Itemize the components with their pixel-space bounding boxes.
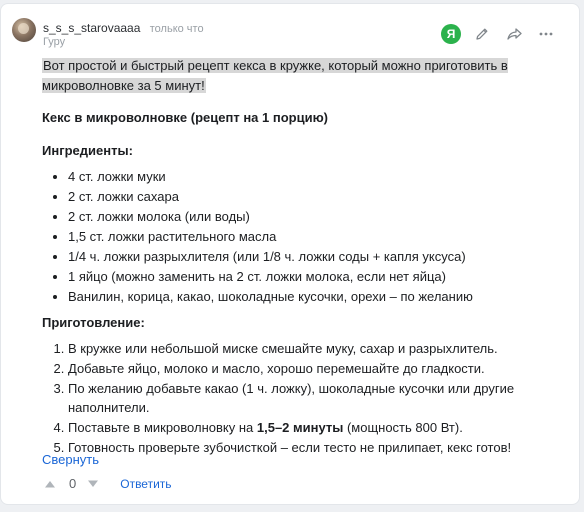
list-item: • 1 яйцо (можно заменить на 2 ст. ложки молока, если нет яйца) <box>68 267 552 287</box>
vote-count: 0 <box>69 476 77 491</box>
list-item: • 2 ст. ложки молока (или воды) <box>68 207 552 227</box>
answer-content <box>42 56 552 458</box>
list-item: • Ванилин, корица, какао, шоколадные кусочки, орехи – по желанию <box>68 287 552 307</box>
share-button[interactable] <box>503 23 525 45</box>
yandex-badge-label: Я <box>446 27 456 41</box>
collapse-link[interactable]: Свернуть <box>42 452 100 467</box>
list-item: • 1,5 ст. ложки растительного масла <box>68 227 552 247</box>
author-line <box>43 21 204 36</box>
upvote-button[interactable] <box>43 477 57 491</box>
list-item: 5. Готовность проверьте зубочисткой – если тесто не прилипает, кекс готов! <box>68 438 552 457</box>
arrow-up-icon <box>44 479 56 489</box>
arrow-down-icon <box>87 479 99 489</box>
more-icon <box>538 26 554 42</box>
post-time: только что <box>149 23 204 35</box>
list-item: 2. Добавьте яйцо, молоко и масло, хорошо перемешайте до гладкости. <box>68 359 552 378</box>
step4-duration: 1,5–2 минуты <box>256 420 344 435</box>
step4-text-start: Поставьте в микроволновку на <box>68 420 257 435</box>
steps-list <box>42 339 552 457</box>
avatar[interactable] <box>12 18 36 42</box>
edit-button[interactable] <box>471 23 493 45</box>
list-item: • 2 ст. ложки сахара <box>68 187 552 207</box>
author-role: Гуру <box>43 36 66 48</box>
preparation-heading: Приготовление: <box>42 315 145 330</box>
pencil-icon <box>474 26 490 42</box>
downvote-button[interactable] <box>86 477 100 491</box>
ingredients-heading: Ингредиенты: <box>42 143 133 158</box>
ingredients-list <box>42 167 552 307</box>
answer-card <box>0 3 580 505</box>
reply-link[interactable]: Ответить <box>120 476 172 491</box>
yandex-badge[interactable] <box>441 24 461 44</box>
list-item: • 4 ст. ложки муки <box>68 167 552 187</box>
recipe-title: Кекс в микроволновке (рецепт на 1 порцию) <box>42 110 329 125</box>
share-icon <box>506 26 523 42</box>
vote-bar <box>43 476 172 491</box>
list-item: • 1/4 ч. ложки разрыхлителя (или 1/8 ч. ложки соды + капля уксуса) <box>68 247 552 267</box>
list-item: 1. В кружке или небольшой миске смешайте муку, сахар и разрыхлитель. <box>68 339 552 358</box>
step4-text-end: (мощность 800 Вт). <box>343 420 463 435</box>
more-button[interactable] <box>535 23 557 45</box>
author-name[interactable]: s_s_s_starovaaaa <box>43 21 141 35</box>
list-item: 3. По желанию добавьте какао (1 ч. ложку), шоколадные кусочки или другие наполнители. <box>68 379 552 417</box>
intro-highlight: Вот простой и быстрый рецепт кекса в кружке, который можно приготовить в микроволновке за 5 минут! <box>42 58 508 93</box>
list-item <box>68 418 552 437</box>
answer-actions <box>441 23 557 45</box>
answer-intro <box>42 56 552 96</box>
